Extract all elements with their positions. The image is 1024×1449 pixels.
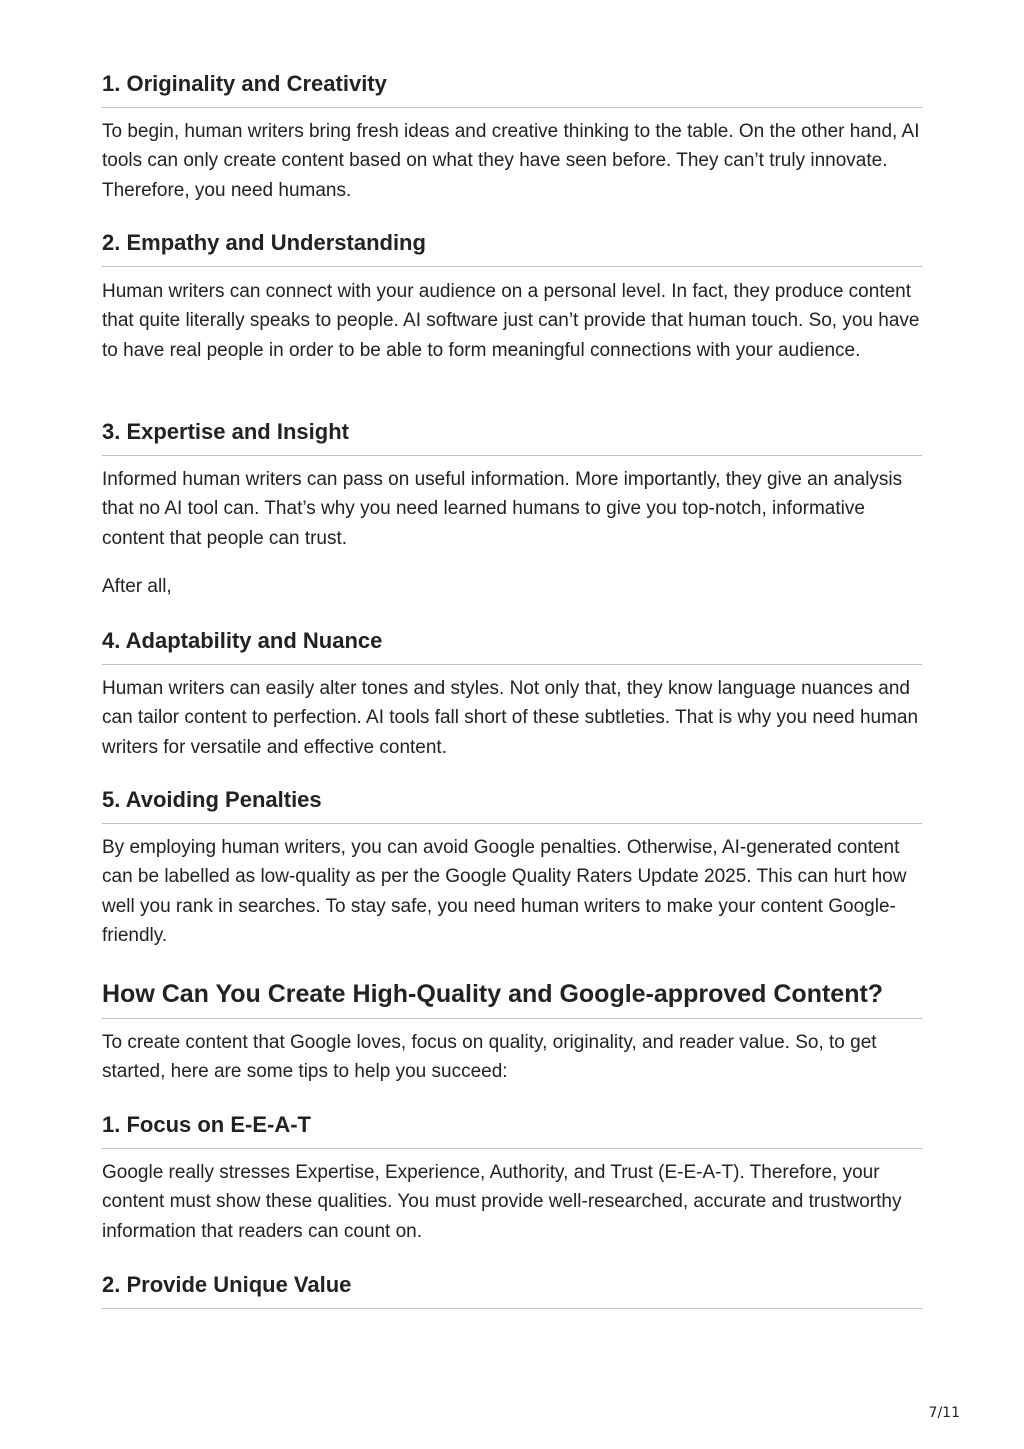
section-body-originality: To begin, human writers bring fresh ideas and creative thinking to the table. On the other hand, AI tools can only create content based on what they have seen before. They can’t truly innovate. Therefore, you need humans. bbox=[102, 121, 920, 201]
section-body-penalties: By employing human writers, you can avoid Google penalties. Otherwise, AI-generated content can be labelled as low-quality as per the Google Quality Raters Update 2025. This can hurt how well you rank in searches. To stay safe, you need human writers to make your content Google-friendly. bbox=[102, 837, 907, 946]
tip-body-eeat: Google really stresses Expertise, Experience, Authority, and Trust (E-E-A-T). Therefore, your content must show these qualities. You must provide well-researched, accurate and trustworthy information that readers can count on. bbox=[102, 1162, 902, 1242]
section-heading-adaptability: 4. Adaptability and Nuance bbox=[102, 627, 922, 665]
main-section-heading: How Can You Create High-Quality and Google-approved Content? bbox=[102, 978, 922, 1019]
main-section-intro: To create content that Google loves, focus on quality, originality, and reader value. So, to get started, here are some tips to help you succeed: bbox=[102, 1032, 877, 1083]
section-body-expertise: Informed human writers can pass on useful information. More importantly, they give an analysis that no AI tool can. That’s why you need learned humans to give you top-notch, informative content that people can trust. bbox=[102, 469, 903, 549]
section-extra-expertise: After all, bbox=[102, 576, 172, 597]
section-heading-penalties: 5. Avoiding Penalties bbox=[102, 786, 922, 824]
section-heading-empathy: 2. Empathy and Understanding bbox=[102, 229, 922, 267]
section-body-empathy: Human writers can connect with your audience on a personal level. In fact, they produce content that quite literally speaks to people. AI software just can’t provide that human touch. So, you have to have real people in order to be able to form meaningful connections with your audience. bbox=[102, 281, 920, 361]
tip-heading-eeat: 1. Focus on E-E-A-T bbox=[102, 1111, 922, 1149]
section-heading-expertise: 3. Expertise and Insight bbox=[102, 418, 922, 456]
tip-heading-unique-value: 2. Provide Unique Value bbox=[102, 1271, 922, 1309]
section-heading-originality: 1. Originality and Creativity bbox=[102, 70, 922, 108]
section-body-adaptability: Human writers can easily alter tones and styles. Not only that, they know language nuances and can tailor content to perfection. AI tools fall short of these subtleties. That is why you need human writers for versatile and effective content. bbox=[102, 678, 919, 758]
page-number: 7/11 bbox=[928, 1405, 960, 1421]
